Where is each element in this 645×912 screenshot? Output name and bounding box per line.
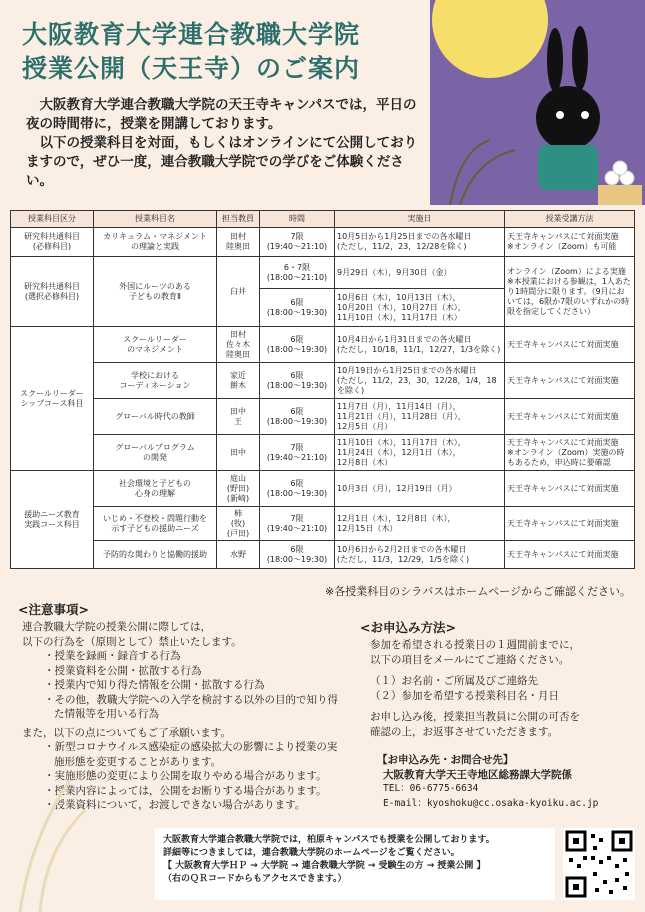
apply-text-1: 参加を希望される授業日の１週間前までに， bbox=[370, 639, 580, 651]
cell-method: 天王寺キャンパスにて対面実施 bbox=[505, 363, 635, 399]
cell-teacher: 田中 bbox=[217, 435, 260, 471]
table-header-row bbox=[11, 211, 635, 228]
cell-category: 研究科共通科目 (選択必修科目) bbox=[11, 257, 94, 327]
cell-time: 6限 (18:00～19:30) bbox=[260, 363, 335, 399]
apply-text-4: 確認の上，お返事させていただきます。 bbox=[370, 726, 559, 738]
apply-section bbox=[370, 638, 630, 740]
table-row bbox=[11, 399, 635, 435]
cell-teacher: 家近 餅木 bbox=[217, 363, 260, 399]
table-row bbox=[11, 471, 635, 507]
moon-illustration bbox=[432, 0, 548, 78]
footer-line-3: 【 大阪教育大学ＨＰ → 大学院 → 連合教職大学院 → 受験生の方 → 授業公開 】 bbox=[163, 861, 486, 871]
intro-text bbox=[26, 96, 421, 191]
moon-rabbit-illustration bbox=[430, 0, 645, 205]
cell-time: 7限 (19:40～21:10) bbox=[260, 435, 335, 471]
table-row bbox=[11, 541, 635, 569]
caution-lead-2: 以下の行為を（原則として）禁止いたします。 bbox=[22, 635, 242, 648]
cell-dates: 11月10日（木），11月17日（木）， 11月24日（木），12月1日（木）， 12月8日（木） bbox=[335, 435, 505, 471]
tsukimi-dango-illustration bbox=[598, 161, 642, 205]
cell-teacher: 庭山 (野田) (新崎) bbox=[217, 471, 260, 507]
cell-method: 天王寺キャンパスにて対面実施 bbox=[505, 507, 635, 541]
cell-teacher: 田中 王 bbox=[217, 399, 260, 435]
contact-heading: 【お申込み先・お問合せ先】 bbox=[377, 754, 514, 766]
cell-dates: 10月6日から2月2日までの各木曜日 (ただし，11/3，12/29，1/5を除く) bbox=[335, 541, 505, 569]
prohibited-list bbox=[22, 649, 347, 722]
footer-line-1: 大阪教育大学連合教職大学院では，柏原キャンパスでも授業を公開しております。 bbox=[163, 835, 495, 845]
cell-method: 天王寺キャンパスにて対面実施 ※オンライン（Zoom）も可能 bbox=[505, 228, 635, 257]
intro-paragraph-1: 大阪教育大学連合教職大学院の天王寺キャンパスでは，平日の夜の時間帯に，授業を開講しております。 bbox=[26, 97, 417, 132]
header-category: 授業科目区分 bbox=[11, 211, 94, 228]
list-item: ・その他，教職大学院への入学を検討する以外の目的で知り得た情報等を用いる行為 bbox=[44, 693, 338, 720]
table-row bbox=[11, 327, 635, 363]
cell-category: 援助ニーズ教育 実践コース科目 bbox=[11, 471, 94, 569]
cell-dates: 10月3日（月），12月19日（月） bbox=[335, 471, 505, 507]
cell-method: 天王寺キャンパスにて対面実施 ※オンライン（Zoom）実施の時もあるため，申込時に要確認 bbox=[505, 435, 635, 471]
cell-time: 6限 (18:00～19:30) bbox=[260, 289, 335, 327]
cell-category: 研究科共通科目 (必修科目) bbox=[11, 228, 94, 257]
cell-time: 7限 (19:40～21:10) bbox=[260, 228, 335, 257]
footer-info-box bbox=[155, 828, 555, 900]
footer-line-2: 詳細等につきましては，連合教職大学院のホームページをご覧ください。 bbox=[163, 848, 460, 858]
cell-course: 社会環境と子どもの 心身の理解 bbox=[94, 471, 217, 507]
cell-dates: 10月5日から1月25日までの各水曜日 (ただし，11/2，23，12/28を除く) bbox=[335, 228, 505, 257]
cell-time: 6限 (18:00～19:30) bbox=[260, 327, 335, 363]
title-line-2: 授業公開（天王寺）のご案内 bbox=[22, 54, 361, 83]
pampas-grass-illustration bbox=[450, 140, 515, 205]
cell-method: 天王寺キャンパスにて対面実施 bbox=[505, 541, 635, 569]
syllabus-note: ※各授業科目のシラバスはホームページからご確認ください。 bbox=[325, 585, 631, 598]
cell-course: カリキュラム・マネジメント の理論と実践 bbox=[94, 228, 217, 257]
list-item: ・授業資料を公開・拡散する行為 bbox=[44, 664, 202, 677]
cell-time: 6限 (18:00～19:30) bbox=[260, 541, 335, 569]
cell-course: グローバル時代の教師 bbox=[94, 399, 217, 435]
cell-dates: 12月1日（木），12月8日（木）， 12月15日（木） bbox=[335, 507, 505, 541]
cell-course: スクールリーダー のマネジメント bbox=[94, 327, 217, 363]
cell-teacher: 柿 (牧) (戸田) bbox=[217, 507, 260, 541]
table-row bbox=[11, 435, 635, 471]
cell-dates: 9月29日（木），9月30日（金） bbox=[335, 257, 505, 289]
cell-time: 7限 (19:40～21:10) bbox=[260, 507, 335, 541]
list-item: ・実施形態の変更により公開を取りやめる場合があります。 bbox=[44, 770, 327, 782]
header-teacher: 担当教員 bbox=[217, 211, 260, 228]
cell-time: 6・7限 (18:00～21:10) bbox=[260, 257, 335, 289]
list-item: ・授業内で知り得た情報を公開・拡散する行為 bbox=[44, 679, 265, 691]
list-item: ・授業を録画・録音する行為 bbox=[44, 650, 181, 662]
table-row bbox=[11, 507, 635, 541]
cell-method: オンライン（Zoom）による実施 ※本授業における参観は，1人あたり1時間分に限ります。（9月においては，6限か7限のいずれかの時限を指定してください） bbox=[505, 257, 635, 327]
cell-course: 学校における コーディネーション bbox=[94, 363, 217, 399]
cell-time: 6限 (18:00～19:30) bbox=[260, 399, 335, 435]
cell-course: 外国にルーツのある 子どもの教育Ⅱ bbox=[94, 257, 217, 327]
cell-method: 天王寺キャンパスにて対面実施 bbox=[505, 399, 635, 435]
cell-course: グローバルプログラム の開発 bbox=[94, 435, 217, 471]
cell-dates: 10月19日から1月25日までの各水曜日 (ただし，11/2，23，30，12/28，1/4，18を除く) bbox=[335, 363, 505, 399]
contact-tel: TEL：06-6775-6634 bbox=[383, 783, 479, 794]
cell-dates: 10月6日（木），10月13日（木）， 10月20日（木），10月27日（木）， 11月10日（木），11月17日（木） bbox=[335, 289, 505, 327]
qr-code[interactable] bbox=[563, 828, 635, 900]
cell-teacher: 田村 佐々木 陸奥田 bbox=[217, 327, 260, 363]
cell-teacher: 田村 陸奥田 bbox=[217, 228, 260, 257]
header-method: 授業受講方法 bbox=[505, 211, 635, 228]
table-row bbox=[11, 363, 635, 399]
header-dates: 実施日 bbox=[335, 211, 505, 228]
cell-course: 予防的な関わりと協働的援助 bbox=[94, 541, 217, 569]
header-course: 授業科目名 bbox=[94, 211, 217, 228]
caution-lead-1: 連合教職大学院の授業公開に際しては， bbox=[22, 621, 211, 633]
cell-teacher: 臼井 bbox=[217, 257, 260, 327]
cell-method: 天王寺キャンパスにて対面実施 bbox=[505, 327, 635, 363]
cell-course: いじめ・不登校・問題行動を 示す子どもの援助ニーズ bbox=[94, 507, 217, 541]
schedule-table bbox=[10, 210, 635, 569]
apply-item-2: （２）参加を希望する授業科目名・月日 bbox=[370, 690, 559, 702]
caution-lead-3: また，以下の点についてもご了承願います。 bbox=[22, 726, 231, 739]
caution-heading: <注意事項> bbox=[18, 602, 89, 617]
cell-dates: 10月4日から1月31日までの各火曜日 (ただし，10/18，11/1，12/27，1/3を除く) bbox=[335, 327, 505, 363]
rabbit-illustration bbox=[536, 26, 600, 190]
table-row bbox=[11, 228, 635, 257]
contact-email[interactable]: E-mail：kyoshoku@cc.osaka-kyoiku.ac.jp bbox=[383, 797, 599, 809]
cell-time: 6限 (18:00～19:30) bbox=[260, 471, 335, 507]
cell-category: スクールリーダー シップコース科目 bbox=[11, 327, 94, 471]
contact-section bbox=[377, 753, 638, 811]
cell-method: 天王寺キャンパスにて対面実施 bbox=[505, 471, 635, 507]
contact-org: 大阪教育大学天王寺地区総務課大学院係 bbox=[383, 768, 572, 781]
title-line-1: 大阪教育大学連合教職大学院 bbox=[22, 20, 361, 49]
list-item: ・新型コロナウイルス感染症の感染拡大の影響により授業の実施形態を変更することがあります。 bbox=[44, 741, 338, 768]
apply-item-1: （１）お名前・ご所属及びご連絡先 bbox=[370, 675, 538, 687]
page-title bbox=[22, 18, 360, 86]
list-item: ・授業資料について，お渡しできない場合があります。 bbox=[44, 799, 306, 811]
apply-text-2: 以下の項目をメールにてご連絡ください。 bbox=[370, 654, 570, 666]
apply-text-3: お申し込み後，授業担当教員に公開の可否を bbox=[370, 711, 580, 723]
table-row bbox=[11, 257, 635, 289]
header-time: 時間 bbox=[260, 211, 335, 228]
pampas-grass-decoration bbox=[0, 760, 90, 912]
cell-teacher: 水野 bbox=[217, 541, 260, 569]
cell-dates: 11月7日（月），11月14日（月）， 11月21日（月），11月28日（月）， 12月5日（月） bbox=[335, 399, 505, 435]
list-item: ・授業内容によっては，公開をお断りする場合があります。 bbox=[44, 784, 327, 797]
apply-heading: <お申込み方法> bbox=[360, 620, 456, 635]
intro-paragraph-2: 以下の授業科目を対面，もしくはオンラインにて公開しておりますので，ぜひ一度，連合教職大学院での学びをご体験ください。 bbox=[26, 135, 418, 189]
footer-line-4: （右のＱＲコードからもアクセスできます。） bbox=[163, 874, 347, 884]
